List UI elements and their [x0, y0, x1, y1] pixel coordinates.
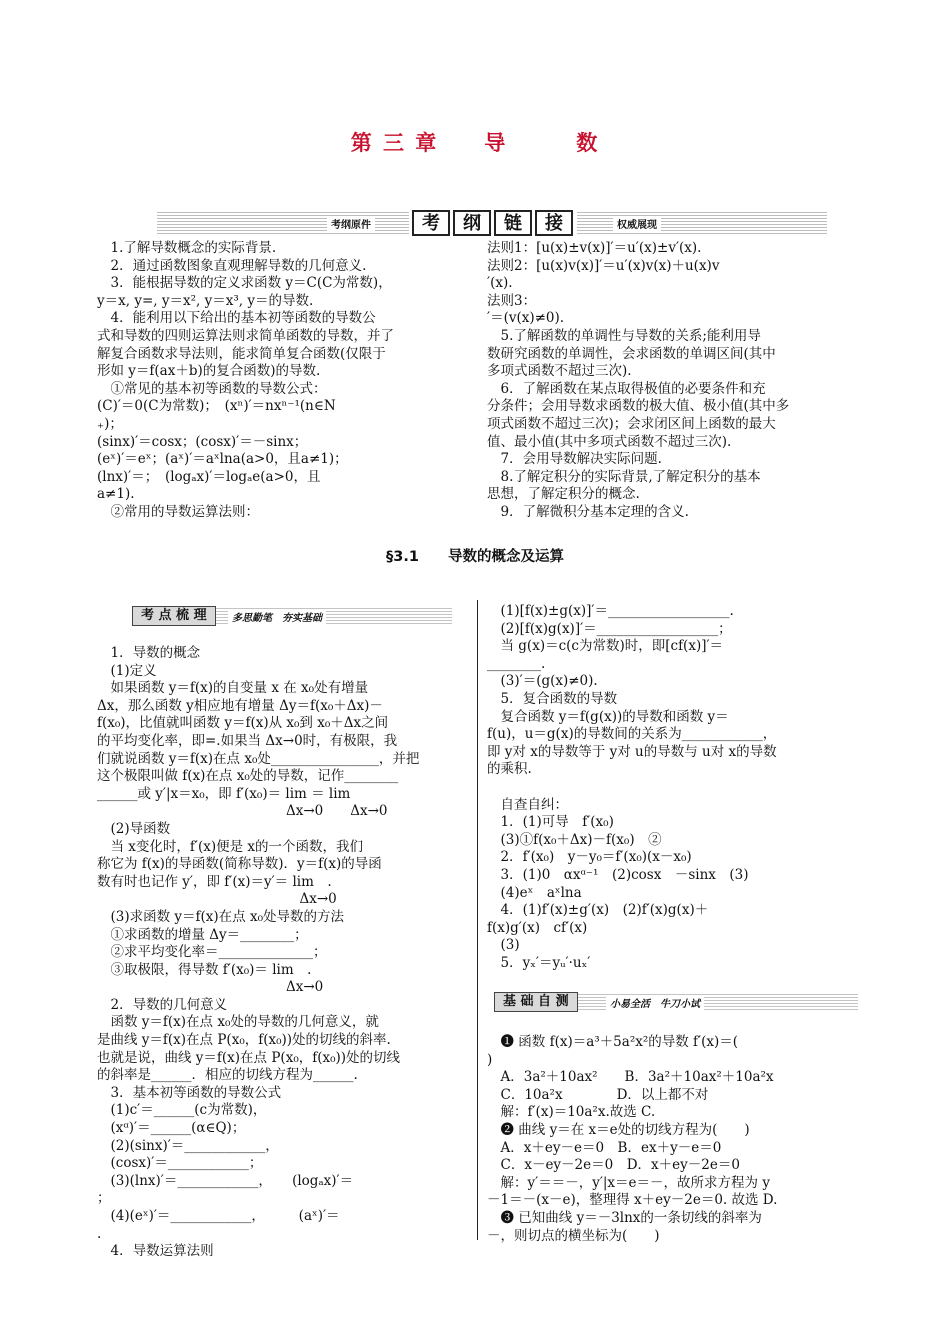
body-left-line: Δx→0 Δx→0	[97, 803, 388, 820]
body-right-line: (3)′＝(g(x)≠0).	[487, 673, 598, 690]
body-left-line: 如果函数 y＝f(x)的自变量 x 在 x₀处有增量	[97, 680, 369, 697]
kaodian-bar	[132, 606, 452, 626]
question-line: ❶ 函数 f(x)＝a³＋5a²x²的导数 f′(x)＝(	[487, 1034, 739, 1050]
body-left-line: 4．导数运算法则	[97, 1243, 214, 1260]
syllabus-banner	[157, 210, 827, 236]
kaodian-label: 考 点 梳 理	[132, 606, 216, 626]
body-left-line: (1)c′＝______(c为常数)，	[97, 1102, 267, 1119]
body-left-line: 当 x变化时，f′(x)便是 x的一个函数，我们	[97, 838, 364, 855]
body-left-line: ③取极限，得导数 f′(x₀)＝ lim .	[97, 961, 312, 978]
body-left-line: 的平均变化率，即=.如果当 Δx→0时，有极限，我	[97, 732, 398, 749]
body-right-line: 5．复合函数的导数	[487, 690, 618, 707]
body-right-line: (1)[f(x)±g(x)]′＝__________________.	[487, 603, 734, 619]
body-right-line: 的乘积.	[487, 761, 532, 778]
body-left-line: (3)求函数 y＝f(x)在点 x₀处导数的方法	[97, 908, 345, 925]
syllabus-left-line: 式和导数的四则运算法则求简单函数的导数，并了	[97, 327, 394, 344]
body-right-line: 1．(1)可导 f′(x₀)	[487, 814, 614, 831]
body-left-line: 的斜率是______．相应的切线方程为______.	[97, 1067, 358, 1084]
question-line: C．x－ey－2e＝0 D．x＋ey－2e＝0	[487, 1157, 740, 1174]
syllabus-right-line: 5.了解函数的单调性与导数的关系;能利用导	[487, 327, 761, 344]
body-right-line: 4．(1)f′(x)±g′(x) (2)f′(x)g(x)＋	[487, 902, 709, 919]
syllabus-left-line: 1.了解导数概念的实际背景.	[97, 240, 277, 256]
body-left-line: 3．基本初等函数的导数公式	[97, 1084, 282, 1101]
body-left-line: Δx→0	[97, 891, 337, 908]
question-line: )	[487, 1051, 493, 1068]
syllabus-right-line: 9．了解微积分基本定理的含义.	[487, 503, 689, 520]
body-right-line: (2)[f(x)g(x)]′＝__________________；	[487, 620, 732, 637]
syllabus-left-line: 解复合函数求导法则，能求简单复合函数(仅限于	[97, 345, 386, 362]
syllabus-right-line: 法则2：[u(x)v(x)]′＝u′(x)v(x)＋u(x)v	[487, 257, 720, 274]
body-left-line: .	[97, 1225, 102, 1242]
syllabus-left-line: ₊)；	[97, 415, 123, 432]
syllabus-left-line: 3．能根据导数的定义求函数 y＝C(C为常数)，	[97, 275, 392, 292]
body-left-line: 们就说函数 y＝f(x)在点 x₀处________________，并把	[97, 750, 420, 767]
syllabus-left-line: ①常见的基本初等函数的导数公式：	[97, 380, 327, 397]
syllabus-right-line: 分条件；会用导数求函数的极大值、极小值(其中多	[487, 398, 790, 415]
body-right-line: 2．f′(x₀) y－y₀＝f′(x₀)(x－x₀)	[487, 849, 692, 866]
banner-left-label: 考纲原件	[327, 216, 375, 231]
chapter-title: 第 三 章 导 数	[350, 131, 600, 155]
question-line: 解：y′＝＝－，y′|x＝e＝－，故所求方程为 y	[487, 1174, 770, 1191]
body-right-line	[487, 779, 857, 797]
body-left-line: ；	[97, 1190, 111, 1207]
section-title: §3.1 导数的概念及运算	[386, 549, 564, 565]
body-right-line: 即 y对 x的导数等于 y对 u的导数与 u对 x的导数	[487, 743, 777, 760]
question-line: －，则切点的横坐标为( )	[487, 1227, 660, 1244]
body-left-line: 是曲线 y＝f(x)在点 P(x₀，f(x₀))处的切线的斜率.	[97, 1032, 391, 1049]
body-right-line: 自查自纠：	[487, 796, 568, 813]
syllabus-right-line: 法则1：[u(x)±v(x)]′＝u′(x)±v′(x).	[487, 240, 702, 256]
syllabus-right-line: 值、最小值(其中多项式函数不超过三次).	[487, 433, 732, 450]
body-left-line: 数有时也记作 y′，即 f′(x)＝y′＝ lim .	[97, 873, 332, 890]
body-left-line: f(x₀)，比值就叫函数 y＝f(x)从 x₀到 x₀＋Δx之间	[97, 715, 389, 732]
body-left-line: 也就是说，曲线 y＝f(x)在点 P(x₀，f(x₀))处的切线	[97, 1049, 401, 1066]
syllabus-left-column	[97, 240, 467, 522]
body-left-line: ②求平均变化率＝______________；	[97, 944, 327, 961]
syllabus-left-line: y＝x, y=, y＝x², y＝x³, y＝的导数.	[97, 292, 314, 309]
syllabus-right-line: ′＝(v(x)≠0).	[487, 310, 565, 327]
body-left-line: (2)(sinx)′＝____________，	[97, 1137, 279, 1154]
banner-right-label: 权威展现	[613, 216, 661, 231]
body-left-line: (1)定义	[97, 662, 157, 679]
body-left-line: (cosx)′＝____________；	[97, 1155, 263, 1172]
body-left-line: (3)(lnx)′＝____________， (logₐx)′＝	[97, 1172, 354, 1189]
jichu-sub: 小易全活 牛刀小试	[606, 995, 704, 1010]
body-right-line: (4)eˣ aˣlna	[487, 884, 582, 901]
kaodian-sub: 多思勤笔 夯实基础	[228, 609, 326, 624]
syllabus-left-line: (eˣ)′＝eˣ；(aˣ)′＝aˣlna(a>0，且a≠1)；	[97, 451, 348, 468]
syllabus-left-line: a≠1).	[97, 486, 135, 503]
syllabus-right-line: 多项式函数不超过三次).	[487, 363, 632, 380]
column-divider	[477, 600, 478, 1240]
banner-char-1: 考	[412, 210, 450, 236]
syllabus-left-line: 2．通过函数图象直观理解导数的几何意义.	[97, 257, 367, 274]
syllabus-left-line: 4．能利用以下给出的基本初等函数的导数公	[97, 310, 376, 327]
syllabus-right-line: 项式函数不超过三次)；会求闭区间上函数的最大	[487, 415, 776, 432]
syllabus-right-column	[487, 240, 857, 522]
syllabus-right-line: ′(x).	[487, 275, 513, 292]
question-line: A．x＋ey－e＝0 B．ex＋y－e＝0	[487, 1139, 722, 1156]
question-line: ❸ 已知曲线 y＝－3lnx的一条切线的斜率为	[487, 1209, 762, 1226]
body-left-line: Δx→0	[97, 979, 324, 996]
body-left-line: 函数 y＝f(x)在点 x₀处的导数的几何意义，就	[97, 1014, 379, 1031]
body-left-line: ①求函数的增量 Δy＝________；	[97, 926, 308, 943]
syllabus-left-line: (sinx)′＝cosx；(cosx)′＝－sinx；	[97, 433, 308, 450]
questions-block	[487, 1034, 857, 1245]
question-line: －1＝－(x－e)，整理得 x＋ey－2e＝0. 故选 D.	[487, 1192, 778, 1209]
body-right-line: ________.	[487, 655, 546, 672]
body-left-line: 1．导数的概念	[97, 645, 201, 661]
body-left-column	[97, 645, 467, 1261]
syllabus-right-line: 6．了解函数在某点取得极值的必要条件和充	[487, 380, 766, 397]
syllabus-left-line: ②常用的导数运算法则：	[97, 503, 259, 520]
banner-char-3: 链	[494, 210, 532, 236]
body-left-line: 2．导数的几何意义	[97, 996, 228, 1013]
body-right-column	[487, 603, 857, 972]
syllabus-right-line: 数研究函数的单调性，会求函数的单调区间(其中	[487, 345, 776, 362]
syllabus-left-line: (C)′＝0(C为常数)； (xⁿ)′＝nxⁿ⁻¹(n∈N	[97, 398, 336, 415]
jichu-bar	[494, 992, 858, 1012]
body-right-line: 3．(1)0 αxᵅ⁻¹ (2)cosx －sinx (3)	[487, 866, 749, 883]
syllabus-left-line: (lnx)′＝； (logₐx)′＝logₐe(a>0，且	[97, 468, 321, 485]
body-right-line: f(u)，u＝g(x)的导数间的关系为____________，	[487, 726, 777, 743]
body-right-line: 5．yₓ′＝yᵤ′·uₓ′	[487, 954, 591, 971]
body-left-line: (4)(eˣ)′＝____________， (aˣ)′＝	[97, 1208, 340, 1224]
jichu-label: 基 础 自 测	[494, 992, 578, 1012]
question-line: C．10a²x D．以上都不对	[487, 1086, 709, 1103]
syllabus-right-line: 思想，了解定积分的概念.	[487, 486, 640, 503]
body-left-line: 称它为 f(x)的导函数(简称导数)．y＝f(x)的导函	[97, 856, 382, 873]
body-right-line: 当 g(x)＝c(c为常数)时，即[cf(x)]′＝	[487, 638, 724, 655]
question-line: 解：f′(x)＝10a²x.故选 C.	[487, 1104, 656, 1121]
body-right-line: f(x)g′(x) cf′(x)	[487, 919, 588, 936]
question-line: A．3a²＋10ax² B．3a²＋10ax²＋10a²x	[487, 1069, 774, 1086]
banner-char-2: 纲	[453, 210, 491, 236]
body-right-line: (3)①f(x₀＋Δx)－f(x₀) ②	[487, 831, 662, 848]
syllabus-right-line: 7．会用导数解决实际问题.	[487, 451, 662, 468]
body-left-line: (xᵅ)′＝______(α∈Q)；	[97, 1120, 246, 1137]
banner-char-4: 接	[535, 210, 573, 236]
syllabus-right-line: 法则3：	[487, 292, 537, 309]
question-line: ❷ 曲线 y＝在 x＝e处的切线方程为( )	[487, 1121, 750, 1138]
syllabus-right-line: 8.了解定积分的实际背景,了解定积分的基本	[487, 468, 761, 485]
body-right-line: (3)	[487, 937, 520, 954]
body-left-line: 这个极限叫做 f(x)在点 x₀处的导数，记作________	[97, 768, 399, 785]
body-right-line: 复合函数 y＝f(g(x))的导数和函数 y＝	[487, 708, 729, 725]
body-left-line: (2)导函数	[97, 820, 171, 837]
body-left-line: ______或 y′|x＝x₀，即 f′(x₀)＝ lim ＝ lim	[97, 785, 351, 802]
body-left-line: Δx，那么函数 y相应地有增量 Δy＝f(x₀＋Δx)－	[97, 697, 383, 714]
syllabus-left-line: 形如 y＝f(ax＋b)的复合函数)的导数.	[97, 363, 321, 380]
